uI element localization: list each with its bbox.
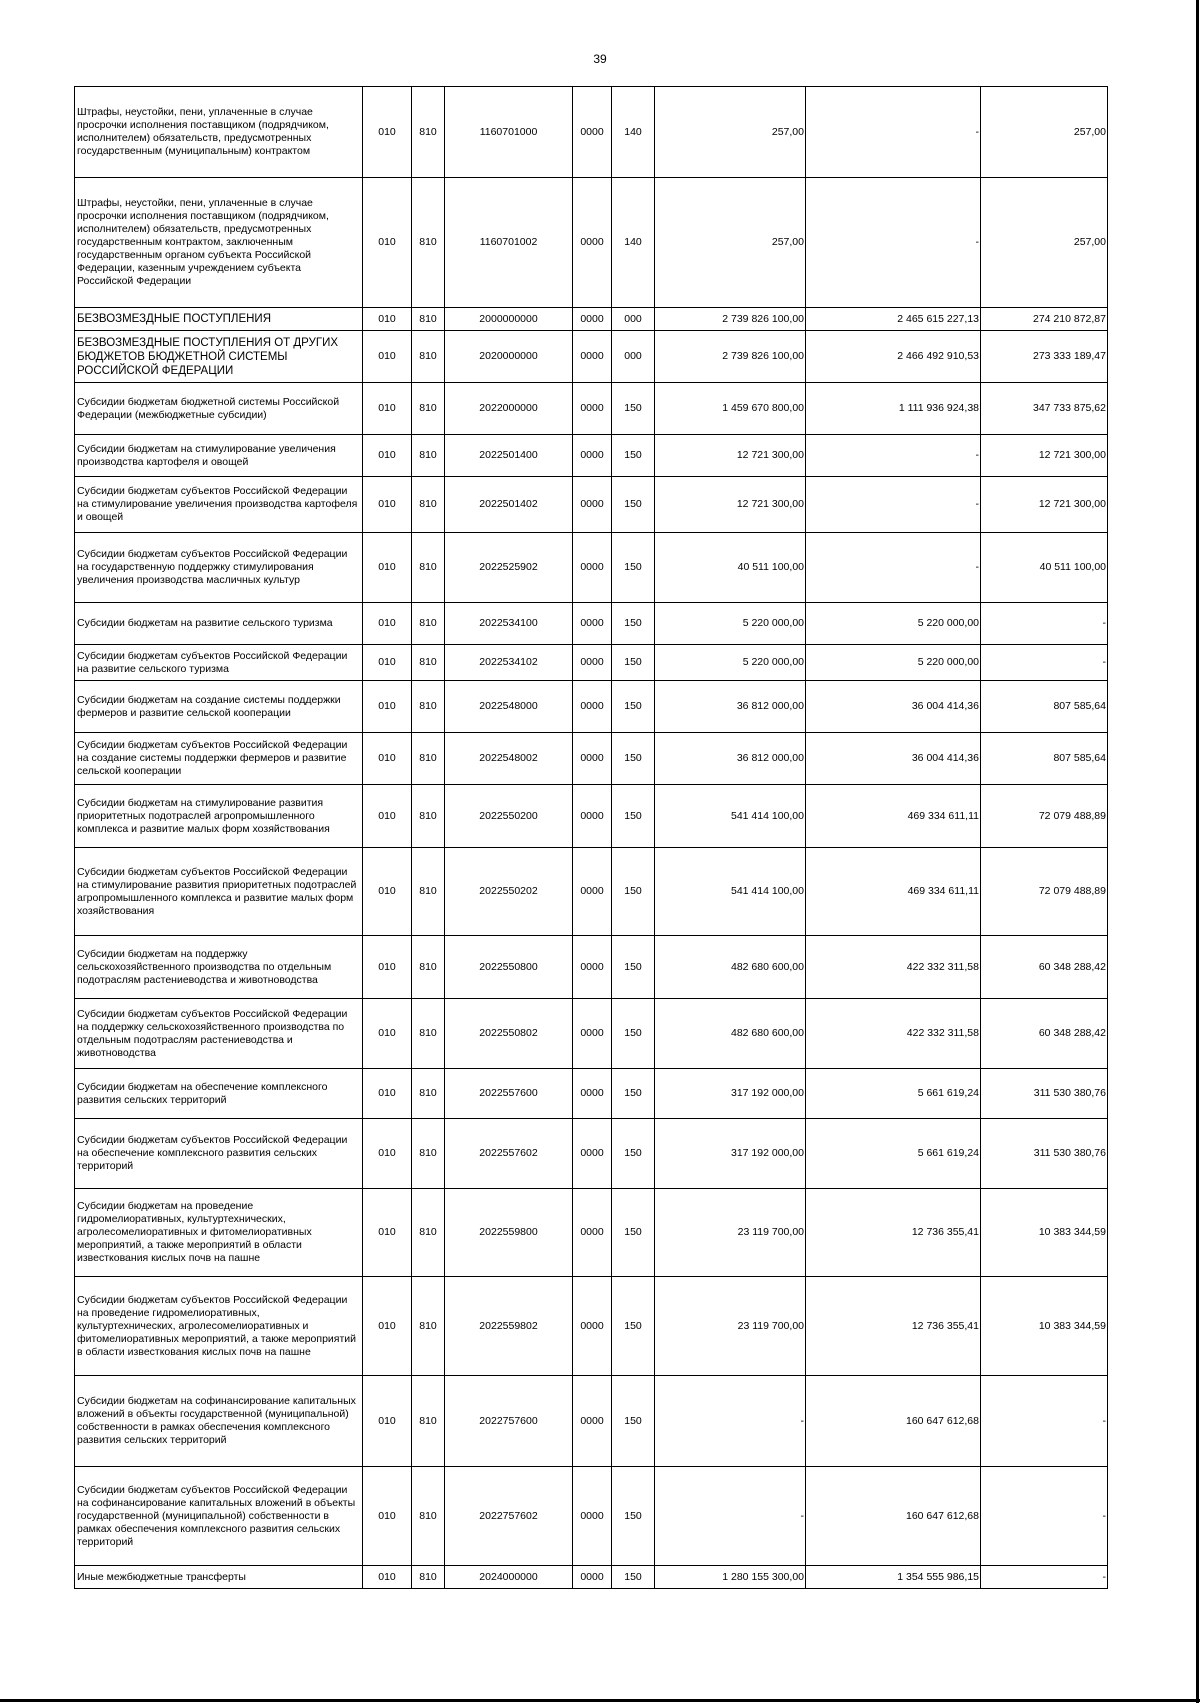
row-approved: 2 739 826 100,00 [655,331,806,383]
row-kind-code: 150 [612,681,655,733]
row-admin-code: 010 [363,1069,412,1119]
row-approved: 40 511 100,00 [655,533,806,603]
row-executed: 36 004 414,36 [806,733,981,785]
table-row [75,681,1108,733]
table-row [75,1189,1108,1277]
table-row [75,785,1108,848]
row-approved: 541 414 100,00 [655,785,806,848]
row-org-code: 810 [412,178,445,308]
table-row [75,1069,1108,1119]
row-executed: 469 334 611,11 [806,785,981,848]
row-sub-code: 0000 [573,848,612,936]
row-unexecuted: 40 511 100,00 [981,533,1108,603]
row-admin-code: 010 [363,1467,412,1566]
row-sub-code: 0000 [573,1189,612,1277]
row-org-code: 810 [412,681,445,733]
row-name: Субсидии бюджетам субъектов Российской Федерации на развитие сельского туризма [75,645,363,681]
row-executed: - [806,178,981,308]
row-admin-code: 010 [363,936,412,999]
row-kind-code: 000 [612,331,655,383]
row-kind-code: 150 [612,435,655,477]
row-income-code: 2022557602 [445,1119,573,1189]
row-kind-code: 150 [612,848,655,936]
row-unexecuted: 10 383 344,59 [981,1277,1108,1376]
row-admin-code: 010 [363,733,412,785]
row-approved: 5 220 000,00 [655,645,806,681]
row-unexecuted: 257,00 [981,178,1108,308]
table-row [75,936,1108,999]
row-name: Субсидии бюджетам субъектов Российской Федерации на стимулирование увеличения производства картофеля и овощей [75,477,363,533]
row-approved: 2 739 826 100,00 [655,308,806,331]
row-org-code: 810 [412,936,445,999]
row-income-code: 2022534100 [445,603,573,645]
table-row [75,603,1108,645]
row-income-code: 2022000000 [445,383,573,435]
row-name: Субсидии бюджетам на стимулирование увеличения производства картофеля и овощей [75,435,363,477]
row-name: Субсидии бюджетам на поддержку сельскохозяйственного производства по отдельным подотраслям растениеводства и животноводства [75,936,363,999]
row-org-code: 810 [412,383,445,435]
row-admin-code: 010 [363,1376,412,1467]
row-income-code: 2022559800 [445,1189,573,1277]
row-admin-code: 010 [363,785,412,848]
row-approved: 1 459 670 800,00 [655,383,806,435]
row-kind-code: 150 [612,533,655,603]
row-sub-code: 0000 [573,936,612,999]
row-unexecuted: - [981,603,1108,645]
row-name: Штрафы, неустойки, пени, уплаченные в случае просрочки исполнения поставщиком (подрядчиком, исполнителем) обязательств, предусмотренных государственным (муниципальным) контрактом [75,87,363,178]
row-executed: 422 332 311,58 [806,936,981,999]
row-name: Субсидии бюджетам на софинансирование капитальных вложений в объекты государственной (муниципальной) собственности в рамках обеспечения комплексного развития сельских территорий [75,1376,363,1467]
table-row [75,477,1108,533]
row-org-code: 810 [412,308,445,331]
row-name: Субсидии бюджетам субъектов Российской Федерации на софинансирование капитальных вложений в объекты государственной (муниципальной) собственности в рамках обеспечения комплексного развития сельских территорий [75,1467,363,1566]
row-sub-code: 0000 [573,383,612,435]
row-org-code: 810 [412,1277,445,1376]
row-unexecuted: - [981,645,1108,681]
row-admin-code: 010 [363,435,412,477]
row-income-code: 2022557600 [445,1069,573,1119]
row-kind-code: 150 [612,999,655,1069]
row-approved: 482 680 600,00 [655,936,806,999]
row-kind-code: 150 [612,477,655,533]
table-row [75,435,1108,477]
row-org-code: 810 [412,1376,445,1467]
row-unexecuted: - [981,1376,1108,1467]
row-org-code: 810 [412,1566,445,1589]
row-approved: 257,00 [655,178,806,308]
row-admin-code: 010 [363,1566,412,1589]
row-org-code: 810 [412,848,445,936]
row-unexecuted: 257,00 [981,87,1108,178]
row-approved: 12 721 300,00 [655,477,806,533]
row-name: Субсидии бюджетам субъектов Российской Федерации на государственную поддержку стимулирования увеличения производства масличных культур [75,533,363,603]
row-unexecuted: 60 348 288,42 [981,999,1108,1069]
row-income-code: 2022548002 [445,733,573,785]
row-income-code: 2022534102 [445,645,573,681]
row-income-code: 2000000000 [445,308,573,331]
row-admin-code: 010 [363,477,412,533]
row-approved: 36 812 000,00 [655,681,806,733]
row-admin-code: 010 [363,331,412,383]
row-org-code: 810 [412,1189,445,1277]
row-executed: - [806,435,981,477]
table-row [75,87,1108,178]
row-sub-code: 0000 [573,785,612,848]
row-sub-code: 0000 [573,733,612,785]
page-border-right [1196,0,1199,1703]
row-kind-code: 150 [612,785,655,848]
row-executed: 5 661 619,24 [806,1069,981,1119]
row-executed: 422 332 311,58 [806,999,981,1069]
row-kind-code: 140 [612,178,655,308]
row-org-code: 810 [412,603,445,645]
row-unexecuted: 311 530 380,76 [981,1069,1108,1119]
row-unexecuted: 12 721 300,00 [981,435,1108,477]
row-name: БЕЗВОЗМЕЗДНЫЕ ПОСТУПЛЕНИЯ ОТ ДРУГИХ БЮДЖЕТОВ БЮДЖЕТНОЙ СИСТЕМЫ РОССИЙСКОЙ ФЕДЕРАЦИИ [75,331,363,383]
row-kind-code: 150 [612,1566,655,1589]
row-unexecuted: 273 333 189,47 [981,331,1108,383]
row-executed: 1 111 936 924,38 [806,383,981,435]
row-name: Иные межбюджетные трансферты [75,1566,363,1589]
row-kind-code: 150 [612,1467,655,1566]
row-approved: 257,00 [655,87,806,178]
row-executed: 5 220 000,00 [806,645,981,681]
row-sub-code: 0000 [573,477,612,533]
row-income-code: 2022548000 [445,681,573,733]
row-kind-code: 140 [612,87,655,178]
table-row [75,533,1108,603]
row-name: Субсидии бюджетам субъектов Российской Федерации на стимулирование развития приоритетных подотраслей агропромышленного комплекса и развитие малых форм хозяйствования [75,848,363,936]
row-admin-code: 010 [363,533,412,603]
row-org-code: 810 [412,477,445,533]
row-sub-code: 0000 [573,999,612,1069]
row-sub-code: 0000 [573,533,612,603]
row-sub-code: 0000 [573,87,612,178]
row-admin-code: 010 [363,681,412,733]
row-approved: 12 721 300,00 [655,435,806,477]
row-admin-code: 010 [363,383,412,435]
row-income-code: 1160701000 [445,87,573,178]
row-admin-code: 010 [363,603,412,645]
row-org-code: 810 [412,999,445,1069]
row-executed: 160 647 612,68 [806,1376,981,1467]
table-row [75,331,1108,383]
row-executed: 1 354 555 986,15 [806,1566,981,1589]
row-kind-code: 150 [612,383,655,435]
row-executed: 469 334 611,11 [806,848,981,936]
row-unexecuted: 72 079 488,89 [981,848,1108,936]
page-border-bottom [0,1699,1200,1702]
row-unexecuted: 72 079 488,89 [981,785,1108,848]
row-org-code: 810 [412,533,445,603]
row-income-code: 2022501400 [445,435,573,477]
row-income-code: 2022550202 [445,848,573,936]
budget-revenue-table [74,86,1108,1589]
row-executed: 5 220 000,00 [806,603,981,645]
row-income-code: 2022757600 [445,1376,573,1467]
row-admin-code: 010 [363,848,412,936]
row-income-code: 2020000000 [445,331,573,383]
row-admin-code: 010 [363,87,412,178]
row-income-code: 2022757602 [445,1467,573,1566]
row-org-code: 810 [412,331,445,383]
row-income-code: 2022550802 [445,999,573,1069]
row-name: Субсидии бюджетам бюджетной системы Российской Федерации (межбюджетные субсидии) [75,383,363,435]
row-kind-code: 150 [612,1189,655,1277]
row-approved: 23 119 700,00 [655,1277,806,1376]
row-name: Субсидии бюджетам на обеспечение комплексного развития сельских территорий [75,1069,363,1119]
row-sub-code: 0000 [573,1119,612,1189]
row-sub-code: 0000 [573,1277,612,1376]
row-kind-code: 150 [612,1119,655,1189]
table-row [75,1119,1108,1189]
row-executed: - [806,533,981,603]
row-sub-code: 0000 [573,178,612,308]
row-sub-code: 0000 [573,1566,612,1589]
row-income-code: 2022525902 [445,533,573,603]
row-name: Субсидии бюджетам субъектов Российской Федерации на поддержку сельскохозяйственного производства по отдельным подотраслям растениеводства и животноводства [75,999,363,1069]
row-name: Штрафы, неустойки, пени, уплаченные в случае просрочки исполнения поставщиком (подрядчиком, исполнителем) обязательств, предусмотренных государственным контрактом, заключенным государственным органом субъекта Российской Федерации, казенным учреждением субъекта Российской Федерации [75,178,363,308]
row-sub-code: 0000 [573,681,612,733]
row-income-code: 2022559802 [445,1277,573,1376]
table-row [75,848,1108,936]
row-approved: 317 192 000,00 [655,1119,806,1189]
row-org-code: 810 [412,1119,445,1189]
row-sub-code: 0000 [573,603,612,645]
row-executed: - [806,87,981,178]
row-unexecuted: 274 210 872,87 [981,308,1108,331]
row-sub-code: 0000 [573,645,612,681]
row-sub-code: 0000 [573,1069,612,1119]
row-unexecuted: 347 733 875,62 [981,383,1108,435]
row-name: Субсидии бюджетам на создание системы поддержки фермеров и развитие сельской кооперации [75,681,363,733]
row-org-code: 810 [412,435,445,477]
row-admin-code: 010 [363,1189,412,1277]
row-admin-code: 010 [363,1277,412,1376]
row-name: Субсидии бюджетам субъектов Российской Федерации на обеспечение комплексного развития сельских территорий [75,1119,363,1189]
table-row [75,178,1108,308]
row-unexecuted: 10 383 344,59 [981,1189,1108,1277]
row-executed: 36 004 414,36 [806,681,981,733]
row-executed: - [806,477,981,533]
row-income-code: 2022550800 [445,936,573,999]
table-row [75,383,1108,435]
row-approved: 5 220 000,00 [655,603,806,645]
row-sub-code: 0000 [573,308,612,331]
table-row [75,308,1108,331]
row-unexecuted: 12 721 300,00 [981,477,1108,533]
row-income-code: 2022550200 [445,785,573,848]
row-income-code: 2024000000 [445,1566,573,1589]
row-income-code: 1160701002 [445,178,573,308]
row-approved: - [655,1467,806,1566]
row-income-code: 2022501402 [445,477,573,533]
row-unexecuted: - [981,1566,1108,1589]
row-unexecuted: - [981,1467,1108,1566]
table-row [75,1467,1108,1566]
page-number: 39 [593,52,607,66]
row-executed: 2 465 615 227,13 [806,308,981,331]
row-unexecuted: 807 585,64 [981,681,1108,733]
row-kind-code: 150 [612,1277,655,1376]
table-row [75,1277,1108,1376]
row-approved: - [655,1376,806,1467]
row-admin-code: 010 [363,645,412,681]
row-kind-code: 000 [612,308,655,331]
row-org-code: 810 [412,1069,445,1119]
table-row [75,645,1108,681]
row-kind-code: 150 [612,1069,655,1119]
row-approved: 541 414 100,00 [655,848,806,936]
row-org-code: 810 [412,87,445,178]
row-approved: 1 280 155 300,00 [655,1566,806,1589]
row-sub-code: 0000 [573,1467,612,1566]
row-unexecuted: 60 348 288,42 [981,936,1108,999]
row-approved: 36 812 000,00 [655,733,806,785]
row-org-code: 810 [412,645,445,681]
row-executed: 12 736 355,41 [806,1189,981,1277]
row-sub-code: 0000 [573,331,612,383]
table-row [75,733,1108,785]
row-admin-code: 010 [363,1119,412,1189]
row-executed: 5 661 619,24 [806,1119,981,1189]
row-kind-code: 150 [612,1376,655,1467]
row-approved: 317 192 000,00 [655,1069,806,1119]
row-name: Субсидии бюджетам субъектов Российской Федерации на создание системы поддержки фермеров и развитие сельской кооперации [75,733,363,785]
row-name: Субсидии бюджетам на развитие сельского туризма [75,603,363,645]
row-name: БЕЗВОЗМЕЗДНЫЕ ПОСТУПЛЕНИЯ [75,308,363,331]
row-admin-code: 010 [363,999,412,1069]
row-kind-code: 150 [612,645,655,681]
row-sub-code: 0000 [573,435,612,477]
row-executed: 2 466 492 910,53 [806,331,981,383]
row-unexecuted: 807 585,64 [981,733,1108,785]
row-kind-code: 150 [612,733,655,785]
row-name: Субсидии бюджетам на стимулирование развития приоритетных подотраслей агропромышленного комплекса и развитие малых форм хозяйствования [75,785,363,848]
row-sub-code: 0000 [573,1376,612,1467]
row-kind-code: 150 [612,936,655,999]
row-org-code: 810 [412,1467,445,1566]
row-name: Субсидии бюджетам на проведение гидромелиоративных, культуртехнических, агролесомелиоративных и фитомелиоративных мероприятий, а также мероприятий в области известкования кислых почв на пашне [75,1189,363,1277]
table-row [75,1376,1108,1467]
row-admin-code: 010 [363,178,412,308]
row-org-code: 810 [412,733,445,785]
row-executed: 12 736 355,41 [806,1277,981,1376]
row-org-code: 810 [412,785,445,848]
row-approved: 23 119 700,00 [655,1189,806,1277]
table-row [75,1566,1108,1589]
table-row [75,999,1108,1069]
row-kind-code: 150 [612,603,655,645]
row-unexecuted: 311 530 380,76 [981,1119,1108,1189]
row-approved: 482 680 600,00 [655,999,806,1069]
row-executed: 160 647 612,68 [806,1467,981,1566]
row-admin-code: 010 [363,308,412,331]
row-name: Субсидии бюджетам субъектов Российской Федерации на проведение гидромелиоративных, культуртехнических, агролесомелиоративных и фитомелиоративных мероприятий, а также мероприятий в области известкования кислых почв на пашне [75,1277,363,1376]
